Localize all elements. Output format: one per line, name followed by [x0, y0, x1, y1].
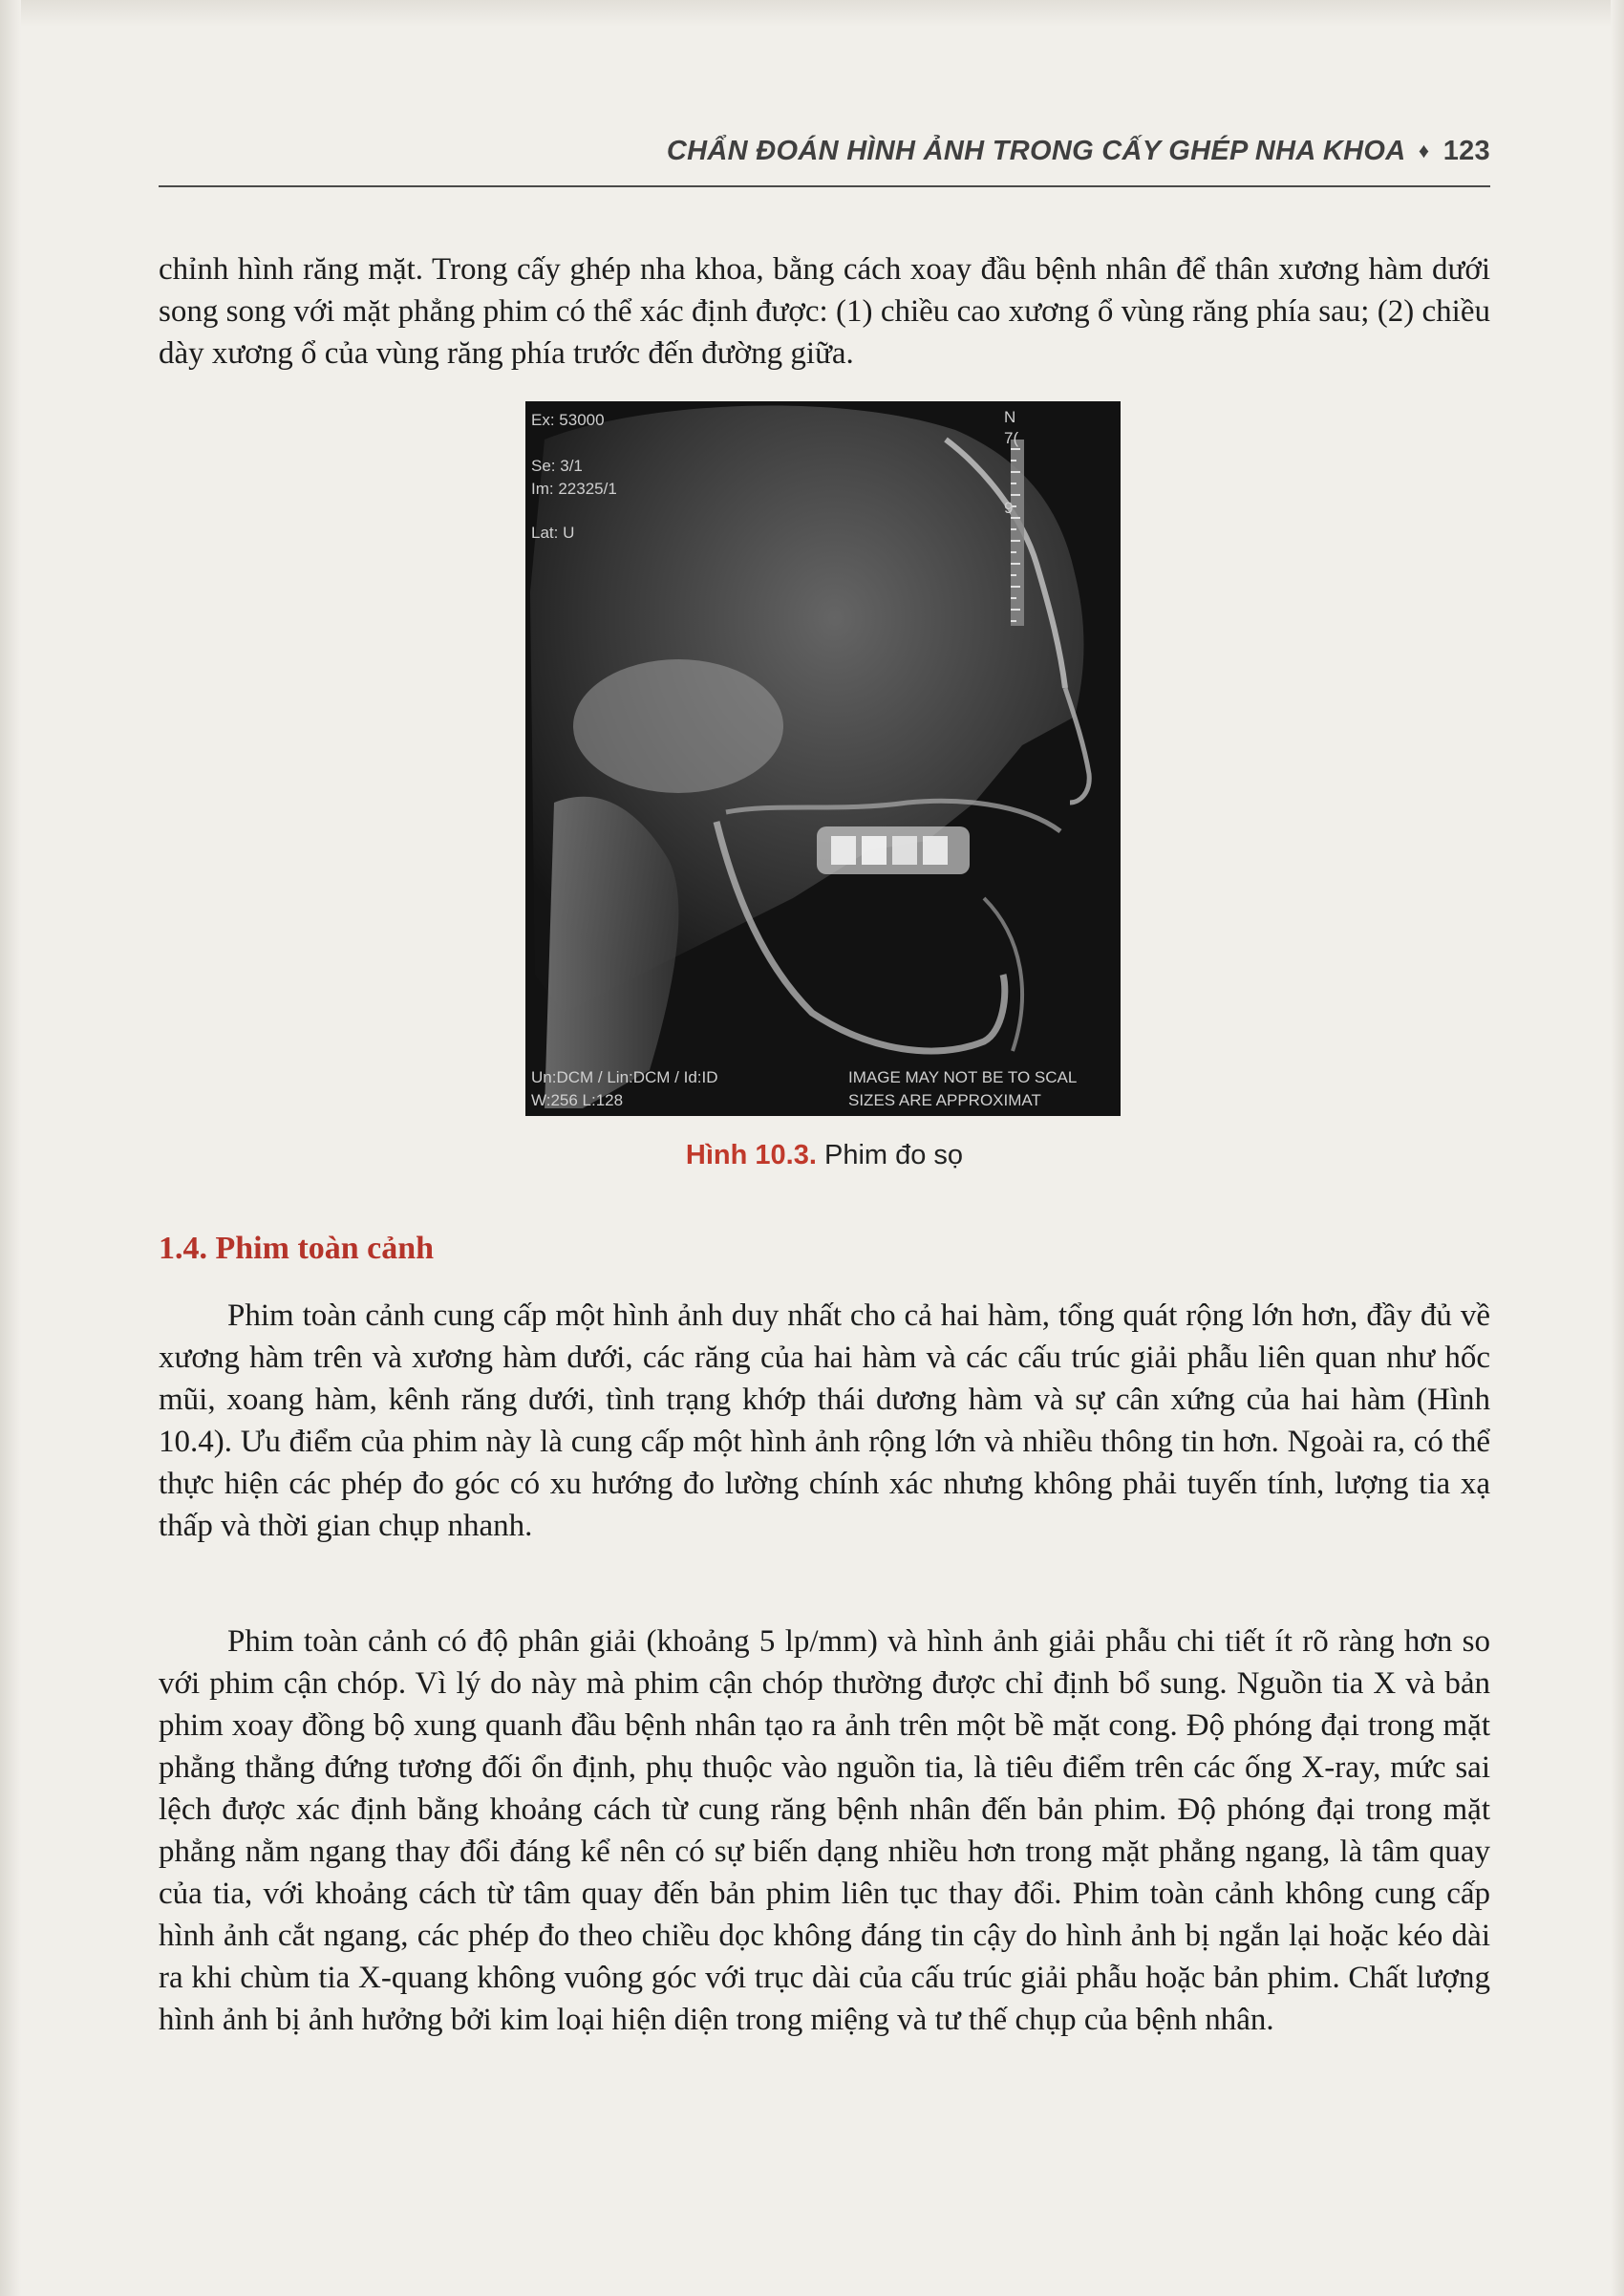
xray-overlay-window: W:256 L:128 — [531, 1091, 624, 1109]
xray-overlay-lat: Lat: U — [531, 524, 575, 542]
xray-overlay-size-warning: SIZES ARE APPROXIMAT — [848, 1091, 1041, 1109]
xray-overlay-dicom: Un:DCM / Lin:DCM / Id:ID — [531, 1068, 718, 1086]
tooth — [892, 836, 917, 865]
xray-overlay-scale-warning: IMAGE MAY NOT BE TO SCAL — [848, 1068, 1078, 1086]
figure-label: Hình 10.3. — [685, 1140, 817, 1170]
scan-edge-right — [1611, 0, 1624, 2296]
diamond-icon: ♦ — [1418, 139, 1430, 162]
section-paragraph-2: Phim toàn cảnh có độ phân giải (khoảng 5 lp/mm) và hình ảnh giải phẫu chi tiết ít rõ ràng hơn so với phim cận chóp. Vì lý do này mà phim cận chóp thường được chỉ định bổ sung. Nguồn tia X và bản phim xoay đồng bộ xung quanh đầu bệnh nhân tạo ra ảnh trên một bề mặt cong. Độ phóng đại trong mặt phẳng thẳng đứng tương đối ổn định, phụ thuộc vào nguồn tia, là tiêu điểm trên các ống X-ray, mức sai lệch được xác định bằng khoảng cách từ cung răng bệnh nhân đến bản phim. Độ phóng đại trong mặt phẳng nằm ngang thay đổi đáng kể nên có sự biến dạng nhiều hơn trong mặt phẳng ngang, là tâm quay của tia, với khoảng cách từ tâm quay đến bản phim liên tục thay đổi. Phim toàn cảnh không cung cấp hình ảnh cắt ngang, các phép đo theo chiều dọc không đáng tin cậy do hình ảnh bị ngắn lại hoặc kéo dài ra khi chùm tia X-quang không vuông góc với trục dài của cấu trúc giải phẫu hoặc bản phim. Chất lượng hình ảnh bị ảnh hưởng bởi kim loại hiện diện trong miệng và tư thế chụp của bệnh nhân. — [159, 1624, 1490, 2037]
xray-overlay-right-2: 7( — [1004, 429, 1019, 447]
tooth — [923, 836, 948, 865]
figure-caption-text: Phim đo sọ — [823, 1140, 964, 1170]
running-header — [159, 136, 1490, 167]
figure-caption — [159, 1140, 1490, 1171]
scan-edge-left — [0, 0, 21, 2296]
xray-image — [525, 401, 1121, 1116]
xray-overlay-series: Se: 3/1 — [531, 457, 583, 475]
section-paragraph-1: Phim toàn cảnh cung cấp một hình ảnh duy nhất cho cả hai hàm, tổng quát rộng lớn hơn, đầy đủ về xương hàm trên và xương hàm dưới, các răng của hai hàm và các cấu trúc giải phẫu liên quan như hốc mũi, xoang hàm, kênh răng dưới, tình trạng khớp thái dương hàm và sự cân xứng của hai hàm (Hình 10.4). Ưu điểm của phim này là cung cấp một hình ảnh rộng lớn và nhiều thông tin hơn. Ngoài ra, có thể thực hiện các phép đo góc có xu hướng đo lường chính xác nhưng không phải tuyến tính, lượng tia xạ thấp và thời gian chụp nhanh. — [159, 1298, 1490, 1543]
xray-overlay-image: Im: 22325/1 — [531, 480, 617, 498]
tooth — [862, 836, 887, 865]
xray-overlay-exam: Ex: 53000 — [531, 411, 605, 429]
xray-overlay-right-1: N — [1004, 408, 1016, 426]
tooth — [831, 836, 856, 865]
xray-overlay-right-3: 9 — [1004, 499, 1014, 517]
temporal-bone-shadow — [573, 659, 783, 793]
page-number: 123 — [1442, 136, 1490, 166]
header-rule — [159, 185, 1490, 187]
section-heading: 1.4. Phim toàn cảnh — [159, 1231, 435, 1266]
cephalometric-xray-figure — [525, 401, 1121, 1116]
header-title: CHẨN ĐOÁN HÌNH ẢNH TRONG CẤY GHÉP NHA KHOA — [666, 136, 1405, 166]
scan-edge-top — [0, 0, 1624, 27]
intro-paragraph: chỉnh hình răng mặt. Trong cấy ghép nha khoa, bằng cách xoay đầu bệnh nhân để thân xương hàm dưới song song với mặt phẳng phim có thể xác định được: (1) chiều cao xương ổ vùng răng phía sau; (2) chiều dày xương ổ của vùng răng phía trước đến đường giữa. — [159, 252, 1490, 371]
